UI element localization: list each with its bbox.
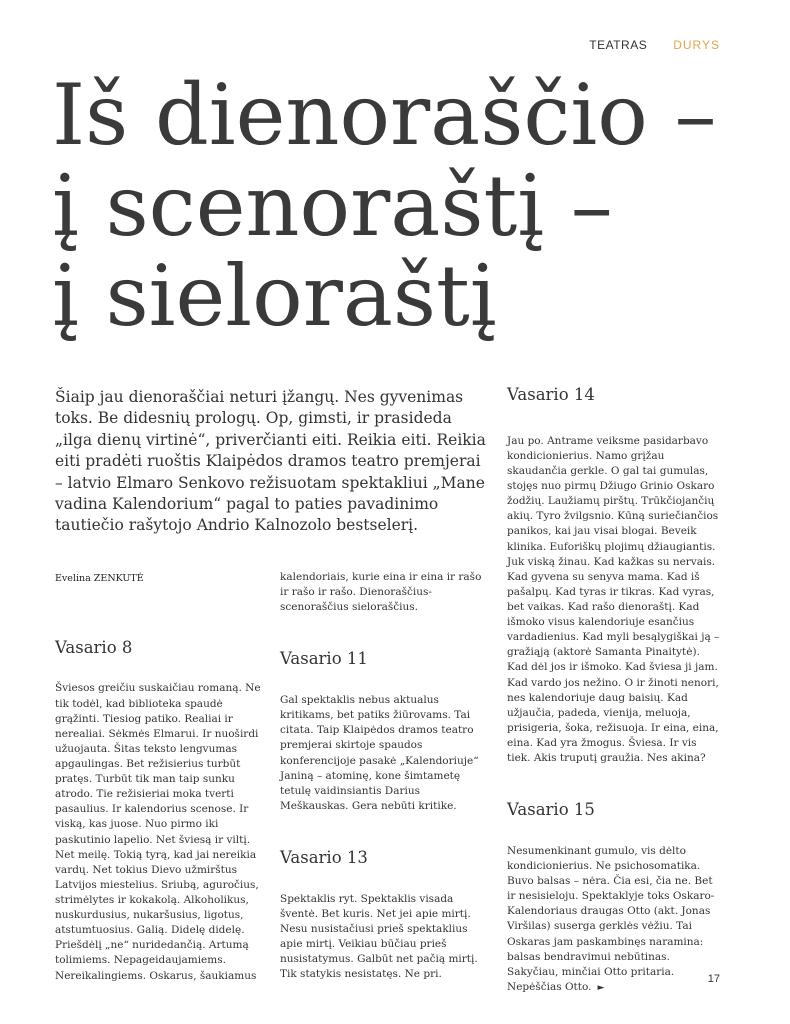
section-label: TEATRAS	[589, 38, 648, 52]
end-of-article-arrow-icon: ►	[597, 982, 605, 993]
entry-text-feb11: Gal spektaklis nebus aktualus kritikams, bet patiks žiūrovams. Tai citata. Taip Klaipėdos dramos teatro premjerai skirtoje spaudos konferencijoje pasakė „Kalendoriuje“ Janiną – atominę, kone šimtametę tetulę vaidinsiantis Darius Meškauskas. Gera nebūti kritike.	[280, 694, 479, 812]
running-header	[589, 38, 720, 52]
magazine-brand: DURYS	[673, 38, 720, 52]
entry-heading-feb8: Vasario 8	[55, 637, 133, 657]
title-line-3: į sieloraštį	[52, 247, 497, 346]
entry-text-feb8-continued: kalendoriais, kurie eina ir eina ir rašo ir rašo ir rašo. Dienoraščius-scenoraščius sieloraščius.	[280, 571, 482, 614]
article-title	[52, 66, 752, 346]
entry-heading-feb11: Vasario 11	[280, 649, 368, 669]
entry-text-feb13: Spektaklis ryt. Spektaklis visada šventė. Bet kuris. Net jei apie mirtį. Nesu nusistačiusi prieš spektaklius apie mirtį. Veikiau būčiau prieš nusistatymus. Galbūt net pačią mirtį. Tik statykis nesistatęs. Ne pri.	[280, 892, 478, 981]
column-3	[507, 383, 722, 995]
entry-feb15-paragraph	[507, 844, 722, 995]
title-line-1: Iš dienoraščio –	[52, 66, 717, 164]
page-number: 17	[707, 973, 720, 985]
column-2	[280, 570, 490, 982]
entry-text-feb14: Jau po. Antrame veiksme pasidarbavo kondicionierius. Namo grįžau skaudančia gerkle. O gal tai gumulas, stojęs nuo pirmų Džiugo Grinio Oskaro žodžių. Laužiamų pirštų. Trūkčiojančių akių. Tyro žvilgsnio. Kūną suriečiančios panikos, kai jau visai blogai. Beveik klinika. Euforiškų plojimų džiaugiantis. Juk viską žinau. Kad kažkas su nervais. Kad gyvena su senyva mama. Kad iš pašalpų. Kad tyras ir tikras. Kad vyras, bet vaikas. Kad rašo dienoraštį. Kad išmoko visus kalendoriuje esančius vardadienius. Kad myli besąlygiškai ją – gražiąją (aktorė Samanta Pinaitytė). Kad dėl jos ir išmoko. Kad šviesa ji jam. Kad vardo jos nežino. O ir žinoti nenori, nes kalendoriuje daug baisių. Kad užjaučia, padeda, vienija, meluoja, prisigeria, šoka, režisuoja. Ir eina, eina, eina. Kad yra žmogus. Šviesa. Ir vis tiek. Akis truputį graužia. Nes akina?	[507, 434, 720, 765]
entry-text-feb15: Nesumenkinant gumulo, vis dėlto kondicionierius. Ne psichosomatika. Buvo balsas – nėra. Čia esi, čia ne. Bet ir nesisieloju. Spektaklyje toks Oskaro-Kalendoriaus draugas Otto (akt. Jonas Viršilas) suserga gerklės vėžiu. Tai Oskaras jam paskambinęs naramina: balsas bendravimui nebūtinas. Sakyčiau, minčiai Otto pritaria. Nepėščias Otto.	[507, 844, 715, 993]
title-line-2: į scenoraštį –	[52, 156, 613, 255]
author-byline: Evelina ZENKUTĖ	[55, 573, 144, 584]
entry-heading-feb13: Vasario 13	[280, 847, 368, 867]
entry-heading-feb14: Vasario 14	[507, 385, 595, 404]
entry-text-feb8: Šviesos greičiu suskaičiau romaną. Ne tik todėl, kad biblioteka spaudė grąžinti. Tiesiog patiko. Realiai ir nerealiai. Sėkmės Elmarui. Ir nuoširdi užuojauta. Šitas teksto lengvumas apgaulingas. Bet režisierius turbūt pratęs. Turbūt tik man taip sunku atrodo. Tie režisieriai moka tverti pasaulius. Ir kalendorius scenose. Ir viską, kas juose. Nuo pirmo iki paskutinio lapelio. Net šviesą ir viltį. Net meilę. Tokią tyrą, kad jai nereikia vardų. Net tokius Dievo užmirštus Latvijos miestelius. Sriubą, aguročius, strimėlytes ir kokakolą. Alkoholikus, nuskurdusius, nukaršusius, ligotus, atstumtuosius. Galią. Didelę didelę. Priešdėlį „ne“ nuridedančią. Artumą tolimiems. Nepageidaujamiems. Nereikalingiems. Oskarus, šaukiamus	[55, 682, 261, 982]
column-1	[55, 572, 265, 984]
lead-paragraph: Šiaip jau dienoraščiai neturi įžangų. Nes gyvenimas toks. Be didesnių prologų. Op, gimsti, ir prasideda „ilga dienų virtinė“, priverčianti eiti. Reikia eiti. Reikia eiti pradėti ruoštis Klaipėdos dramos teatro premjerai – latvio Elmaro Senkovo režisuotam spektakliui „Mane vadina Kalendorium“ pagal to paties pavadinimo tautiečio rašytojo Andrio Kalnozolo bestselerį.	[55, 388, 486, 535]
entry-heading-feb15: Vasario 15	[507, 800, 595, 820]
